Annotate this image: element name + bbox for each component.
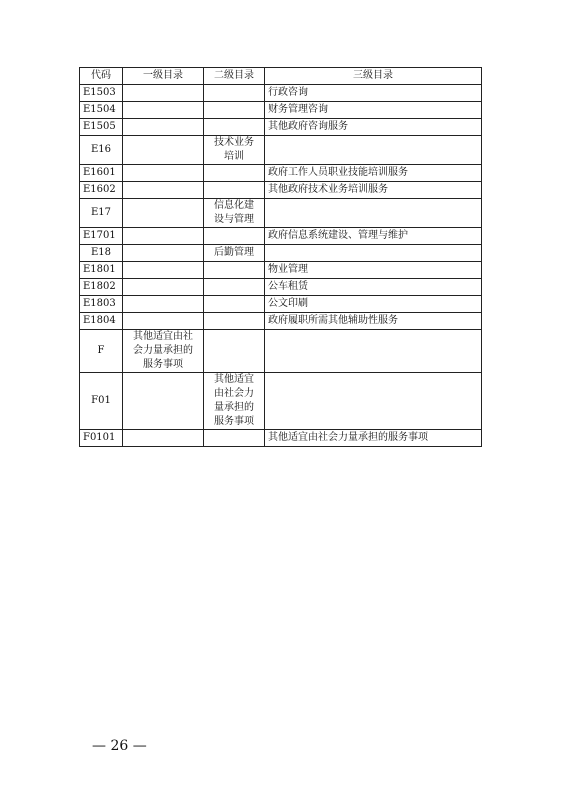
- header-level1: 一级目录: [123, 68, 204, 85]
- row-level3-cell: [265, 136, 482, 165]
- table-row: [80, 102, 482, 119]
- row-level1-cell: 其他适宜由社 会力量承担的 服务事项: [123, 330, 204, 373]
- row-level3-cell: 公文印刷: [265, 296, 482, 313]
- row-level2-cell: [204, 165, 265, 182]
- row-level2-cell: 技术业务 培训: [204, 136, 265, 165]
- row-code-cell: E1504: [80, 102, 123, 119]
- page-number: — 26 —: [92, 738, 147, 754]
- row-level3-cell: 行政咨询: [265, 85, 482, 102]
- row-code-cell: F0101: [80, 430, 123, 447]
- row-level2-cell: [204, 330, 265, 373]
- row-level1-cell: [123, 245, 204, 262]
- header-level3: 三级目录: [265, 68, 482, 85]
- row-code-cell: E1801: [80, 262, 123, 279]
- row-level1-cell: [123, 102, 204, 119]
- header-level2: 二级目录: [204, 68, 265, 85]
- row-level1-cell: [123, 296, 204, 313]
- header-code: 代码: [80, 68, 123, 85]
- row-level3-cell: 其他政府咨询服务: [265, 119, 482, 136]
- row-level1-cell: [123, 313, 204, 330]
- row-level3-cell: 其他适宜由社会力量承担的服务事项: [265, 430, 482, 447]
- row-code-cell: E1701: [80, 228, 123, 245]
- row-level2-cell: [204, 228, 265, 245]
- row-level2-cell: [204, 262, 265, 279]
- table-row: [80, 430, 482, 447]
- table-row: [80, 182, 482, 199]
- row-level1-cell: [123, 228, 204, 245]
- row-level3-cell: 政府履职所需其他辅助性服务: [265, 313, 482, 330]
- row-level1-cell: [123, 430, 204, 447]
- row-level3-cell: 政府信息系统建设、管理与维护: [265, 228, 482, 245]
- row-level2-cell: [204, 279, 265, 296]
- row-level3-cell: [265, 199, 482, 228]
- row-level1-cell: [123, 279, 204, 296]
- row-level1-cell: [123, 165, 204, 182]
- row-level2-cell: 信息化建 设与管理: [204, 199, 265, 228]
- row-code-cell: E1602: [80, 182, 123, 199]
- row-level3-cell: 其他政府技术业务培训服务: [265, 182, 482, 199]
- table-row: [80, 136, 482, 165]
- table-row: [80, 85, 482, 102]
- table-row: [80, 279, 482, 296]
- row-level2-cell: [204, 296, 265, 313]
- row-level2-cell: [204, 119, 265, 136]
- row-level3-cell: 公车租赁: [265, 279, 482, 296]
- row-code-cell: E17: [80, 199, 123, 228]
- row-code-cell: F: [80, 330, 123, 373]
- row-level2-cell: [204, 182, 265, 199]
- row-level3-cell: 物业管理: [265, 262, 482, 279]
- row-code-cell: E1803: [80, 296, 123, 313]
- table-row: [80, 373, 482, 430]
- row-code-cell: E1505: [80, 119, 123, 136]
- row-level1-cell: [123, 136, 204, 165]
- table-row: [80, 262, 482, 279]
- row-level1-cell: [123, 262, 204, 279]
- service-catalog-table: [79, 67, 482, 447]
- row-level1-cell: [123, 119, 204, 136]
- row-level2-cell: [204, 313, 265, 330]
- row-level1-cell: [123, 373, 204, 430]
- row-level2-cell: [204, 85, 265, 102]
- row-code-cell: E1802: [80, 279, 123, 296]
- row-code-cell: F01: [80, 373, 123, 430]
- table-row: [80, 313, 482, 330]
- table-header-row: [80, 68, 482, 85]
- row-level3-cell: 政府工作人员职业技能培训服务: [265, 165, 482, 182]
- row-level2-cell: [204, 102, 265, 119]
- table-row: [80, 228, 482, 245]
- row-code-cell: E1601: [80, 165, 123, 182]
- table-row: [80, 199, 482, 228]
- table-body: [80, 85, 482, 447]
- table-row: [80, 330, 482, 373]
- row-level3-cell: [265, 245, 482, 262]
- row-level2-cell: [204, 430, 265, 447]
- row-level3-cell: [265, 373, 482, 430]
- row-code-cell: E1503: [80, 85, 123, 102]
- row-level2-cell: 后勤管理: [204, 245, 265, 262]
- row-code-cell: E16: [80, 136, 123, 165]
- table-row: [80, 165, 482, 182]
- row-code-cell: E1804: [80, 313, 123, 330]
- table-row: [80, 245, 482, 262]
- row-level1-cell: [123, 199, 204, 228]
- row-code-cell: E18: [80, 245, 123, 262]
- row-level3-cell: [265, 330, 482, 373]
- row-level3-cell: 财务管理咨询: [265, 102, 482, 119]
- row-level1-cell: [123, 182, 204, 199]
- row-level2-cell: 其他适宜 由社会力 量承担的 服务事项: [204, 373, 265, 430]
- table-row: [80, 296, 482, 313]
- table-row: [80, 119, 482, 136]
- row-level1-cell: [123, 85, 204, 102]
